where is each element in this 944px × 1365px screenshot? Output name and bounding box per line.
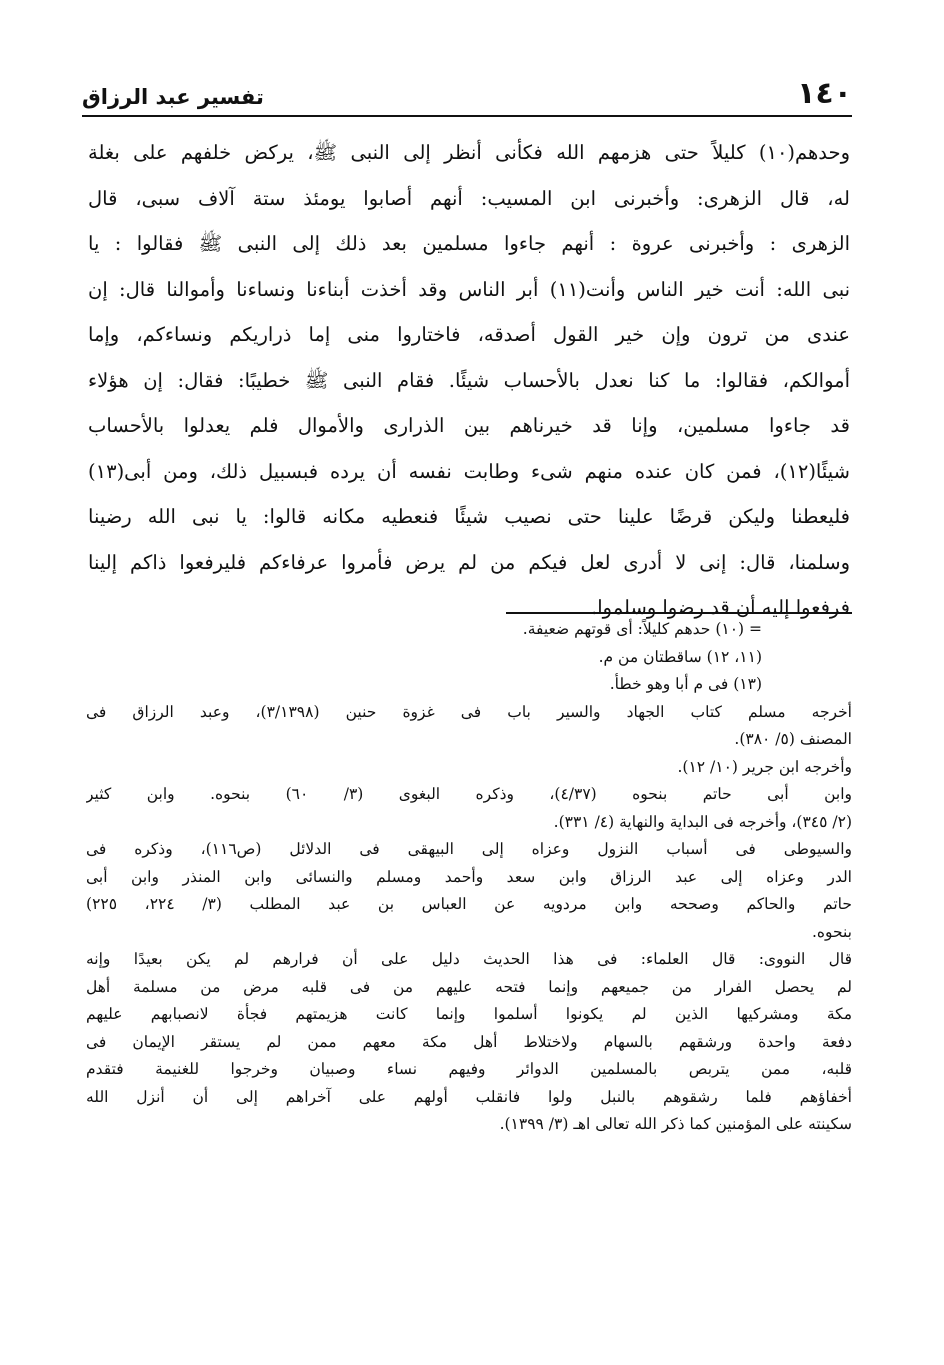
page-number: ١٤٠: [797, 76, 852, 111]
reference-line: أخرجه مسلم كتاب الجهاد والسير باب فى غزوة حنين (٣/١٣٩٨)، وعبد الرزاق فى: [86, 702, 852, 721]
reference-line: دفعة واحدة ورشقهم بالسهام ولاختلاط أهل مكة معهم ممن لم يستقر الإيمان فى: [86, 1032, 852, 1051]
footnote-item: (١١، ١٢) ساقطتان من م.: [598, 647, 762, 666]
text-line: وسلمنا، قال: إنى لا أدرى لعل فيكم من لم يرض فأمروا عرفاءكم فليرفعوا ذاكم إلينا: [88, 550, 850, 574]
reference-line: بنحوه.: [811, 922, 852, 941]
reference-line: الدر وعزاه إلى عبد الرزاق وابن سعد وأحمد ومسلم والنسائى وابن المنذر وابن أبى: [86, 867, 852, 886]
reference-line: قلبه، ممن يتربص بالمسلمين الدوائر وفيهم نساء وصبيان وخرجوا للغنيمة فتقدم: [86, 1060, 852, 1078]
reference-line: وأخرجه ابن جرير (١٠/ ١٢).: [677, 757, 852, 776]
footnote-item: (١٣) فى م أبا وهو خطأ.: [609, 675, 762, 693]
text-line: أموالكم، فقالوا: ما كنا نعدل بالأحساب شيئًا. فقام النبى ﷺ خطيبًا: فقال: إن هؤلاء: [88, 368, 850, 392]
reference-line: وابن أبى حاتم بنحوه (٤/٣٧)، وذكره البغوى (٣/ ٦٠) بنحوه. وابن كثير: [86, 785, 852, 803]
reference-line: مكة ومشركيها الذين لم يكونوا أسلموا وإنما كانت هزيمتهم فجأة لانصبابهم عليهم: [86, 1005, 852, 1023]
text-line: له، قال الزهرى: وأخبرنى ابن المسيب: أنهم أصابوا يومئذ ستة آلاف سبى، قال: [88, 186, 850, 210]
reference-line: حاتم والحاكم وصححه وابن مردويه عن العباس بن عبد المطلب (٣/ ٢٢٤، ٢٢٥): [86, 895, 852, 913]
main-text: [88, 130, 850, 631]
running-head: [82, 72, 852, 112]
text-line: قد جاءوا مسلمين، وإنا قد خيرناهم بين الذرارى والأموال فلم يعدلوا بالأحساب: [88, 414, 850, 437]
reference-line: أخفاؤهم فلما رشقوهم بالنبل ولوا فانقلب أولهم على آخراهم إلى أن أنزل الله: [86, 1087, 852, 1106]
reference-line: (٢/ ٣٤٥)، وأخرجه فى البداية والنهاية (٤/ ٣٣١).: [553, 812, 852, 831]
text-line: نبى الله: أنت خير الناس وأنت(١١) أبر الناس وقد أخذت أبناءنا ونساءنا وأموالنا قال: إن: [88, 277, 850, 301]
reference-line: المصنف (٥/ ٣٨٠).: [734, 730, 852, 748]
running-title: تفسير عبد الرزاق: [82, 85, 264, 109]
text-line: شيئًا(١٢)، فمن كان عنده منهم شىء وطابت نفسه أن يرده فبسبيل ذلك، ومن أبى(١٣): [88, 459, 850, 483]
text-line: وحدهم(١٠) كليلاً حتى هزمهم الله فكأنى أنظر إلى النبى ﷺ، يركض خلفهم على بغلة: [88, 141, 850, 164]
reference-line: قال النووى: قال العلماء: فى هذا الحديث دليل على أن فرارهم لم يكن بعيدًا وإنه: [86, 950, 852, 968]
reference-line: والسيوطى فى أسباب النزول وعزاه إلى البيهقى فى الدلائل (ص١١٦)، وذكره فى: [86, 840, 852, 858]
footnote-rule: [506, 612, 852, 614]
footnotes: [86, 616, 852, 1139]
reference-line: لم يحصل الفرار من جميعهم وإنما فتحه عليهم من فى قلبه مرض من مسلمة أهل: [86, 977, 852, 996]
text-line: فليعطنا وليكن قرضًا علينا حتى نصيب شيئًا فنعطيه مكانه قالوا: يا نبى الله رضينا: [88, 505, 850, 528]
reference-line: سكينته على المؤمنين كما ذكر الله تعالى اهـ (٣/ ١٣٩٩).: [499, 1115, 852, 1133]
text-line: فرفعوا إليه أن قد رضوا وسلموا.: [591, 596, 850, 619]
text-line: عندى من ترون وإن خير القول أصدقه، فاختاروا منى إما ذراريكم ونساءكم، وإما: [88, 323, 850, 346]
header-rule: [82, 115, 852, 117]
text-line: الزهرى : وأخبرنى عروة : أنهم جاءوا مسلمين بعد ذلك إلى النبى ﷺ فقالوا : يا: [88, 232, 850, 255]
footnote-item: = (١٠) حدهم كليلاً: أى قوتهم ضعيفة.: [522, 620, 762, 638]
